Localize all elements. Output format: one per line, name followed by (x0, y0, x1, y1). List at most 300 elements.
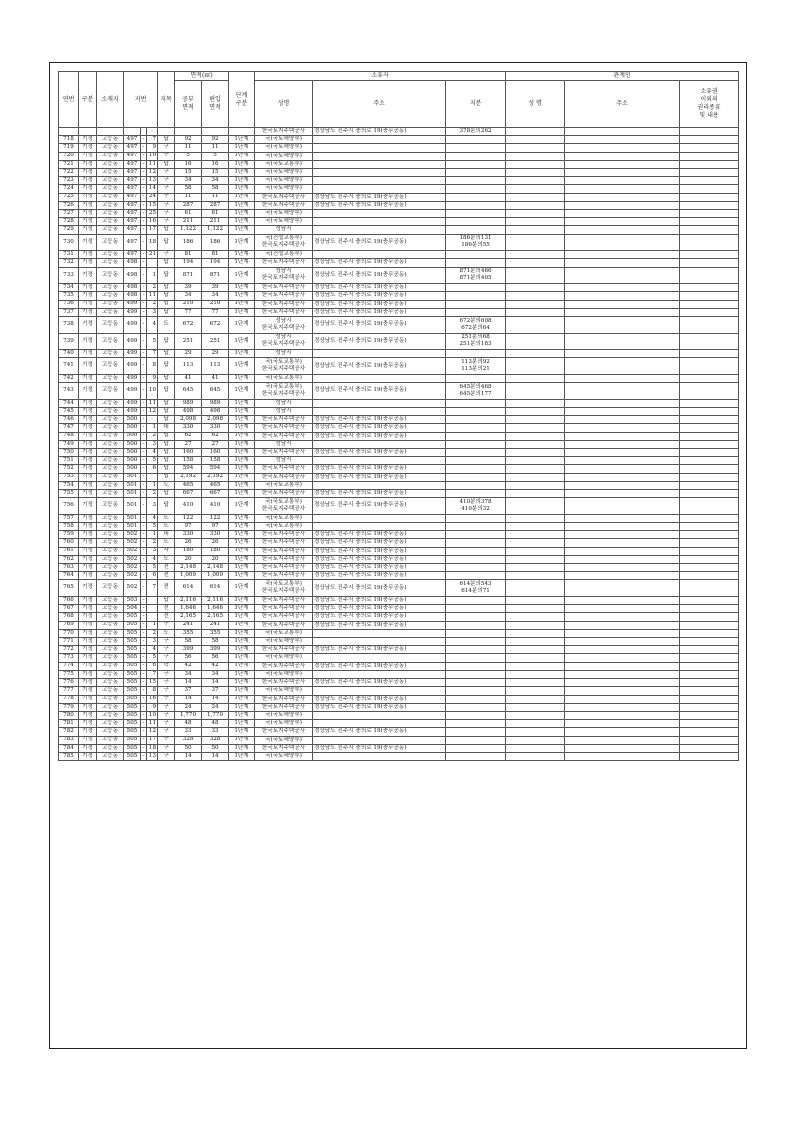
share-cell: 672분의608 672분의64 (446, 317, 506, 334)
party-address-cell (565, 736, 680, 744)
lot-dash-cell: - (141, 292, 147, 300)
rights-cell (680, 267, 739, 284)
header-type: 구분 (79, 72, 97, 128)
lot-dash-cell: - (141, 440, 147, 448)
owner-address-cell (313, 160, 446, 168)
type-cell: 기정 (79, 605, 97, 613)
type-cell: 기정 (79, 267, 97, 284)
lot-dash-cell: - (141, 752, 147, 760)
lot-dash-cell: - (141, 711, 147, 719)
location-cell: 고등동 (97, 744, 124, 752)
area-official-cell: 328 (175, 736, 202, 744)
type-cell: 기정 (79, 695, 97, 703)
owner-address-cell: 경상남도 진주시 충의로 19(충무공동) (313, 465, 446, 473)
location-cell: 고등동 (97, 226, 124, 234)
party-address-cell (565, 177, 680, 185)
type-cell: 기정 (79, 284, 97, 292)
seq-cell: 743 (59, 383, 79, 400)
area-included-cell: 97 (202, 523, 229, 531)
area-official-cell: 1,009 (175, 572, 202, 580)
location-cell: 고등동 (97, 621, 124, 629)
main-lot-cell: 497 (124, 193, 141, 201)
type-cell: 기정 (79, 358, 97, 375)
owner-address-cell (313, 408, 446, 416)
table-row (59, 514, 739, 522)
location-cell: 고등동 (97, 399, 124, 407)
owner-name-cell: 성남시 (255, 399, 313, 407)
category-cell: 구 (158, 193, 175, 201)
rights-cell (680, 424, 739, 432)
seq-cell: 732 (59, 259, 79, 267)
category-cell: 구 (158, 251, 175, 259)
share-cell (446, 350, 506, 358)
party-address-cell (565, 555, 680, 563)
area-official-cell: 37 (175, 687, 202, 695)
rights-cell (680, 703, 739, 711)
main-lot-cell: 505 (124, 670, 141, 678)
rights-cell (680, 547, 739, 555)
party-address-cell (565, 638, 680, 646)
table-row (59, 638, 739, 646)
sub-lot-cell: 3 (147, 440, 158, 448)
share-cell (446, 555, 506, 563)
owner-name-cell: 한국토지주택공사 (255, 416, 313, 424)
table-row (59, 752, 739, 760)
category-cell: 구 (158, 152, 175, 160)
seq-cell: 725 (59, 193, 79, 201)
party-name-cell (506, 292, 565, 300)
owner-address-cell: 경상남도 진주시 충의로 19(충무공동) (313, 498, 446, 515)
rights-cell (680, 350, 739, 358)
type-cell: 기정 (79, 408, 97, 416)
owner-address-cell: 경상남도 진주시 충의로 19(충무공동) (313, 564, 446, 572)
seq-cell: 748 (59, 432, 79, 440)
owner-address-cell: 경상남도 진주시 충의로 19(충무공동) (313, 580, 446, 597)
seq-cell: 753 (59, 473, 79, 481)
owner-name-cell: 국(국토교통부) 한국토지주택공사 (255, 358, 313, 375)
area-official-cell: 77 (175, 308, 202, 316)
rights-cell (680, 531, 739, 539)
area-included-cell: 14 (202, 695, 229, 703)
area-included-cell: 186 (202, 234, 229, 251)
area-official-cell: 399 (175, 646, 202, 654)
share-cell (446, 193, 506, 201)
area-included-cell: 14 (202, 679, 229, 687)
main-lot-cell: 502 (124, 555, 141, 563)
area-included-cell: 2,165 (202, 613, 229, 621)
party-name-cell (506, 267, 565, 284)
owner-name-cell: 한국토지주택공사 (255, 259, 313, 267)
rights-cell (680, 465, 739, 473)
sub-lot-cell: 9 (147, 144, 158, 152)
category-cell: 답 (158, 375, 175, 383)
rights-cell (680, 234, 739, 251)
area-official-cell: 1,122 (175, 226, 202, 234)
party-name-cell (506, 333, 565, 350)
main-lot-cell: 502 (124, 564, 141, 572)
seq-cell: 769 (59, 621, 79, 629)
main-lot-cell: 501 (124, 523, 141, 531)
type-cell: 기정 (79, 218, 97, 226)
owner-name-cell: 한국토지주택공사 (255, 679, 313, 687)
owner-address-cell (313, 350, 446, 358)
owner-name-cell: 성남시 (255, 440, 313, 448)
party-name-cell (506, 308, 565, 316)
area-included-cell: 58 (202, 185, 229, 193)
rights-cell (680, 218, 739, 226)
party-name-cell (506, 160, 565, 168)
type-cell: 기정 (79, 498, 97, 515)
location-cell: 고등동 (97, 234, 124, 251)
category-cell: 답 (158, 308, 175, 316)
type-cell: 기정 (79, 687, 97, 695)
table-row (59, 399, 739, 407)
stage-cell: 1단계 (229, 597, 255, 605)
main-lot-cell: 497 (124, 144, 141, 152)
area-official-cell: 614 (175, 580, 202, 597)
area-included-cell: 2,192 (202, 473, 229, 481)
owner-address-cell: 경상남도 진주시 충의로 19(충무공동) (313, 259, 446, 267)
party-name-cell (506, 300, 565, 308)
type-cell: 기정 (79, 375, 97, 383)
lot-dash-cell: - (141, 457, 147, 465)
table-row (59, 695, 739, 703)
category-cell: 구 (158, 752, 175, 760)
party-name-cell (506, 284, 565, 292)
rights-cell (680, 152, 739, 160)
party-name-cell (506, 449, 565, 457)
category-cell: 전 (158, 613, 175, 621)
share-cell (446, 169, 506, 177)
category-cell: 도 (158, 555, 175, 563)
type-cell: 기정 (79, 555, 97, 563)
main-lot-cell: 505 (124, 720, 141, 728)
main-lot-cell: 499 (124, 350, 141, 358)
category-cell: 전 (158, 572, 175, 580)
category-cell: 구 (158, 679, 175, 687)
party-name-cell (506, 317, 565, 334)
party-name-cell (506, 679, 565, 687)
party-address-cell (565, 720, 680, 728)
lot-dash-cell: - (141, 416, 147, 424)
sub-lot-cell: 18 (147, 744, 158, 752)
location-cell: 고등동 (97, 160, 124, 168)
type-cell: 기정 (79, 679, 97, 687)
party-name-cell (506, 564, 565, 572)
main-lot-cell: 499 (124, 300, 141, 308)
area-official-cell: 330 (175, 424, 202, 432)
main-lot-cell: 505 (124, 638, 141, 646)
rights-cell (680, 333, 739, 350)
table-row (59, 308, 739, 316)
seq-cell: 740 (59, 350, 79, 358)
party-address-cell (565, 457, 680, 465)
rights-cell (680, 292, 739, 300)
location-cell: 고등동 (97, 670, 124, 678)
category-cell: 답 (158, 358, 175, 375)
party-address-cell (565, 531, 680, 539)
owner-address-cell: 경상남도 진주시 충의로 19(충무공동) (313, 646, 446, 654)
party-address-cell (565, 375, 680, 383)
share-cell (446, 531, 506, 539)
main-lot-cell: 505 (124, 687, 141, 695)
main-lot-cell: 499 (124, 317, 141, 334)
owner-address-cell (313, 375, 446, 383)
share-cell (446, 597, 506, 605)
type-cell: 기정 (79, 317, 97, 334)
main-lot-cell: 499 (124, 408, 141, 416)
share-cell (446, 481, 506, 489)
rights-cell (680, 185, 739, 193)
party-address-cell (565, 383, 680, 400)
share-cell (446, 399, 506, 407)
type-cell: 기정 (79, 416, 97, 424)
location-cell: 고등동 (97, 703, 124, 711)
lot-dash-cell: - (141, 465, 147, 473)
rights-cell (680, 201, 739, 209)
stage-cell: 1단계 (229, 531, 255, 539)
owner-address-cell: 경상남도 진주시 충의로 19(충무공동) (313, 300, 446, 308)
lot-dash-cell: - (141, 580, 147, 597)
share-cell (446, 292, 506, 300)
owner-address-cell: 경상남도 진주시 충의로 19(충무공동) (313, 317, 446, 334)
table-row (59, 555, 739, 563)
table-row (59, 193, 739, 201)
area-included-cell: 2,098 (202, 416, 229, 424)
type-cell: 기정 (79, 752, 97, 760)
party-name-cell (506, 226, 565, 234)
party-name-cell (506, 720, 565, 728)
stage-cell: 1단계 (229, 679, 255, 687)
share-cell (446, 201, 506, 209)
lot-dash-cell: - (141, 300, 147, 308)
share-cell (446, 457, 506, 465)
area-official-cell: 56 (175, 654, 202, 662)
location-cell: 고등동 (97, 662, 124, 670)
owner-address-cell (313, 169, 446, 177)
location-cell: 고등동 (97, 177, 124, 185)
location-cell: 고등동 (97, 481, 124, 489)
rights-cell (680, 308, 739, 316)
location-cell: 고등동 (97, 333, 124, 350)
owner-name-cell: 한국토지주택공사 (255, 564, 313, 572)
owner-name-cell: 한국토지주택공사 (255, 703, 313, 711)
area-included-cell: 498 (202, 408, 229, 416)
stage-cell: 1단계 (229, 670, 255, 678)
lot-dash-cell: - (141, 473, 147, 481)
header-area-included: 편입 면적 (202, 81, 229, 128)
area-official-cell: 113 (175, 358, 202, 375)
main-lot-cell: 501 (124, 514, 141, 522)
lot-dash-cell: - (141, 523, 147, 531)
share-cell (446, 646, 506, 654)
party-address-cell (565, 300, 680, 308)
area-official-cell: 34 (175, 670, 202, 678)
party-address-cell (565, 654, 680, 662)
seq-cell: 780 (59, 711, 79, 719)
main-lot-cell: 505 (124, 752, 141, 760)
area-official-cell: 989 (175, 399, 202, 407)
sub-lot-cell: 3 (147, 547, 158, 555)
owner-name-cell: 한국토지주택공사 (255, 432, 313, 440)
area-official-cell: 2,098 (175, 416, 202, 424)
party-name-cell (506, 646, 565, 654)
owner-address-cell (313, 638, 446, 646)
lot-dash-cell: - (141, 498, 147, 515)
owner-name-cell: 국(국토해양부) (255, 210, 313, 218)
seq-cell: 718 (59, 136, 79, 144)
share-cell (446, 251, 506, 259)
type-cell: 기정 (79, 654, 97, 662)
rights-cell (680, 744, 739, 752)
category-cell: 구 (158, 621, 175, 629)
rights-cell (680, 408, 739, 416)
owner-name-cell: 한국토지주택공사 (255, 597, 313, 605)
owner-address-cell: 경상남도 진주시 충의로 19(충무공동) (313, 424, 446, 432)
sub-lot-cell: 7 (147, 136, 158, 144)
share-cell (446, 210, 506, 218)
sub-lot-cell: 6 (147, 572, 158, 580)
party-address-cell (565, 267, 680, 284)
location-cell: 고등동 (97, 350, 124, 358)
party-name-cell (506, 201, 565, 209)
lot-dash-cell: - (141, 695, 147, 703)
share-cell (446, 218, 506, 226)
area-included-cell: 672 (202, 317, 229, 334)
party-name-cell (506, 662, 565, 670)
rights-cell (680, 654, 739, 662)
owner-name-cell: 국(국토해양부) (255, 185, 313, 193)
rights-cell (680, 457, 739, 465)
party-name-cell (506, 670, 565, 678)
party-address-cell (565, 711, 680, 719)
owner-address-cell (313, 654, 446, 662)
category-cell: 답 (158, 473, 175, 481)
main-lot-cell: 505 (124, 646, 141, 654)
owner-name-cell: 국(국토교통부) (255, 523, 313, 531)
seq-cell: 754 (59, 481, 79, 489)
sub-lot-cell: 2 (147, 629, 158, 637)
owner-address-cell: 경상남도 진주시 충의로 19(충무공동) (313, 193, 446, 201)
table-row (59, 523, 739, 531)
area-official-cell: 14 (175, 752, 202, 760)
area-official-cell: 58 (175, 638, 202, 646)
share-cell (446, 177, 506, 185)
stage-cell: 1단계 (229, 523, 255, 531)
lot-dash-cell: - (141, 358, 147, 375)
sub-lot-cell: 10 (147, 152, 158, 160)
seq-cell: 729 (59, 226, 79, 234)
type-cell: 기정 (79, 449, 97, 457)
main-lot-cell: 505 (124, 703, 141, 711)
rights-cell (680, 662, 739, 670)
area-included-cell: 34 (202, 292, 229, 300)
owner-name-cell: 국(국토해양부) (255, 152, 313, 160)
rights-cell (680, 473, 739, 481)
category-cell: 구 (158, 654, 175, 662)
type-cell: 기정 (79, 539, 97, 547)
sub-lot-cell: 16 (147, 695, 158, 703)
share-cell: 410분의378 410분의32 (446, 498, 506, 515)
owner-name-cell: 한국토지주택공사 (255, 424, 313, 432)
stage-cell: 1단계 (229, 210, 255, 218)
area-official-cell: 180 (175, 547, 202, 555)
owner-name-cell: 국(국토교통부) (255, 375, 313, 383)
share-cell (446, 432, 506, 440)
party-name-cell (506, 177, 565, 185)
type-cell: 기정 (79, 703, 97, 711)
header-category: 지목 (158, 72, 175, 128)
sub-lot-cell (147, 597, 158, 605)
location-cell: 고등동 (97, 687, 124, 695)
stage-cell: 1단계 (229, 703, 255, 711)
type-cell: 기정 (79, 711, 97, 719)
sub-lot-cell: 12 (147, 728, 158, 736)
party-address-cell (565, 169, 680, 177)
party-name-cell (506, 711, 565, 719)
share-cell (446, 695, 506, 703)
stage-cell: 1단계 (229, 695, 255, 703)
seq-cell: 720 (59, 152, 79, 160)
type-cell: 기정 (79, 251, 97, 259)
seq-cell: 730 (59, 234, 79, 251)
owner-name-cell: 성남시 (255, 457, 313, 465)
party-name-cell (506, 572, 565, 580)
owner-name-cell: 한국토지주택공사 (255, 449, 313, 457)
area-official-cell: 14 (175, 679, 202, 687)
sub-lot-cell: 1 (147, 267, 158, 284)
sub-lot-cell: 4 (147, 317, 158, 334)
category-cell: 구 (158, 711, 175, 719)
area-official-cell: 194 (175, 259, 202, 267)
area-official-cell: 158 (175, 457, 202, 465)
area-official-cell: 92 (175, 136, 202, 144)
table-row (59, 210, 739, 218)
stage-cell: 1단계 (229, 292, 255, 300)
table-row (59, 531, 739, 539)
area-included-cell: 210 (202, 300, 229, 308)
location-cell: 고등동 (97, 193, 124, 201)
location-cell: 고등동 (97, 580, 124, 597)
area-included-cell: 399 (202, 646, 229, 654)
area-included-cell: 241 (202, 621, 229, 629)
stage-cell: 1단계 (229, 752, 255, 760)
sub-lot-cell: 12 (147, 169, 158, 177)
lot-dash-cell: - (141, 317, 147, 334)
party-name-cell (506, 736, 565, 744)
seq-cell: 766 (59, 597, 79, 605)
seq-cell: 724 (59, 185, 79, 193)
header-stage: 단계 구분 (229, 72, 255, 128)
location-cell: 고등동 (97, 218, 124, 226)
lot-dash-cell: - (141, 547, 147, 555)
owner-name-cell: 성남시 (255, 226, 313, 234)
main-lot-cell: 499 (124, 399, 141, 407)
table-row (59, 498, 739, 515)
category-cell: 답 (158, 259, 175, 267)
type-cell: 기정 (79, 399, 97, 407)
table-row (59, 449, 739, 457)
party-address-cell (565, 498, 680, 515)
area-included-cell: 2,148 (202, 564, 229, 572)
owner-name-cell: 국(국토교통부) (255, 629, 313, 637)
table-row (59, 292, 739, 300)
party-name-cell (506, 210, 565, 218)
share-cell (446, 564, 506, 572)
area-included-cell: 667 (202, 490, 229, 498)
share-cell (446, 670, 506, 678)
sub-lot-cell: 11 (147, 160, 158, 168)
